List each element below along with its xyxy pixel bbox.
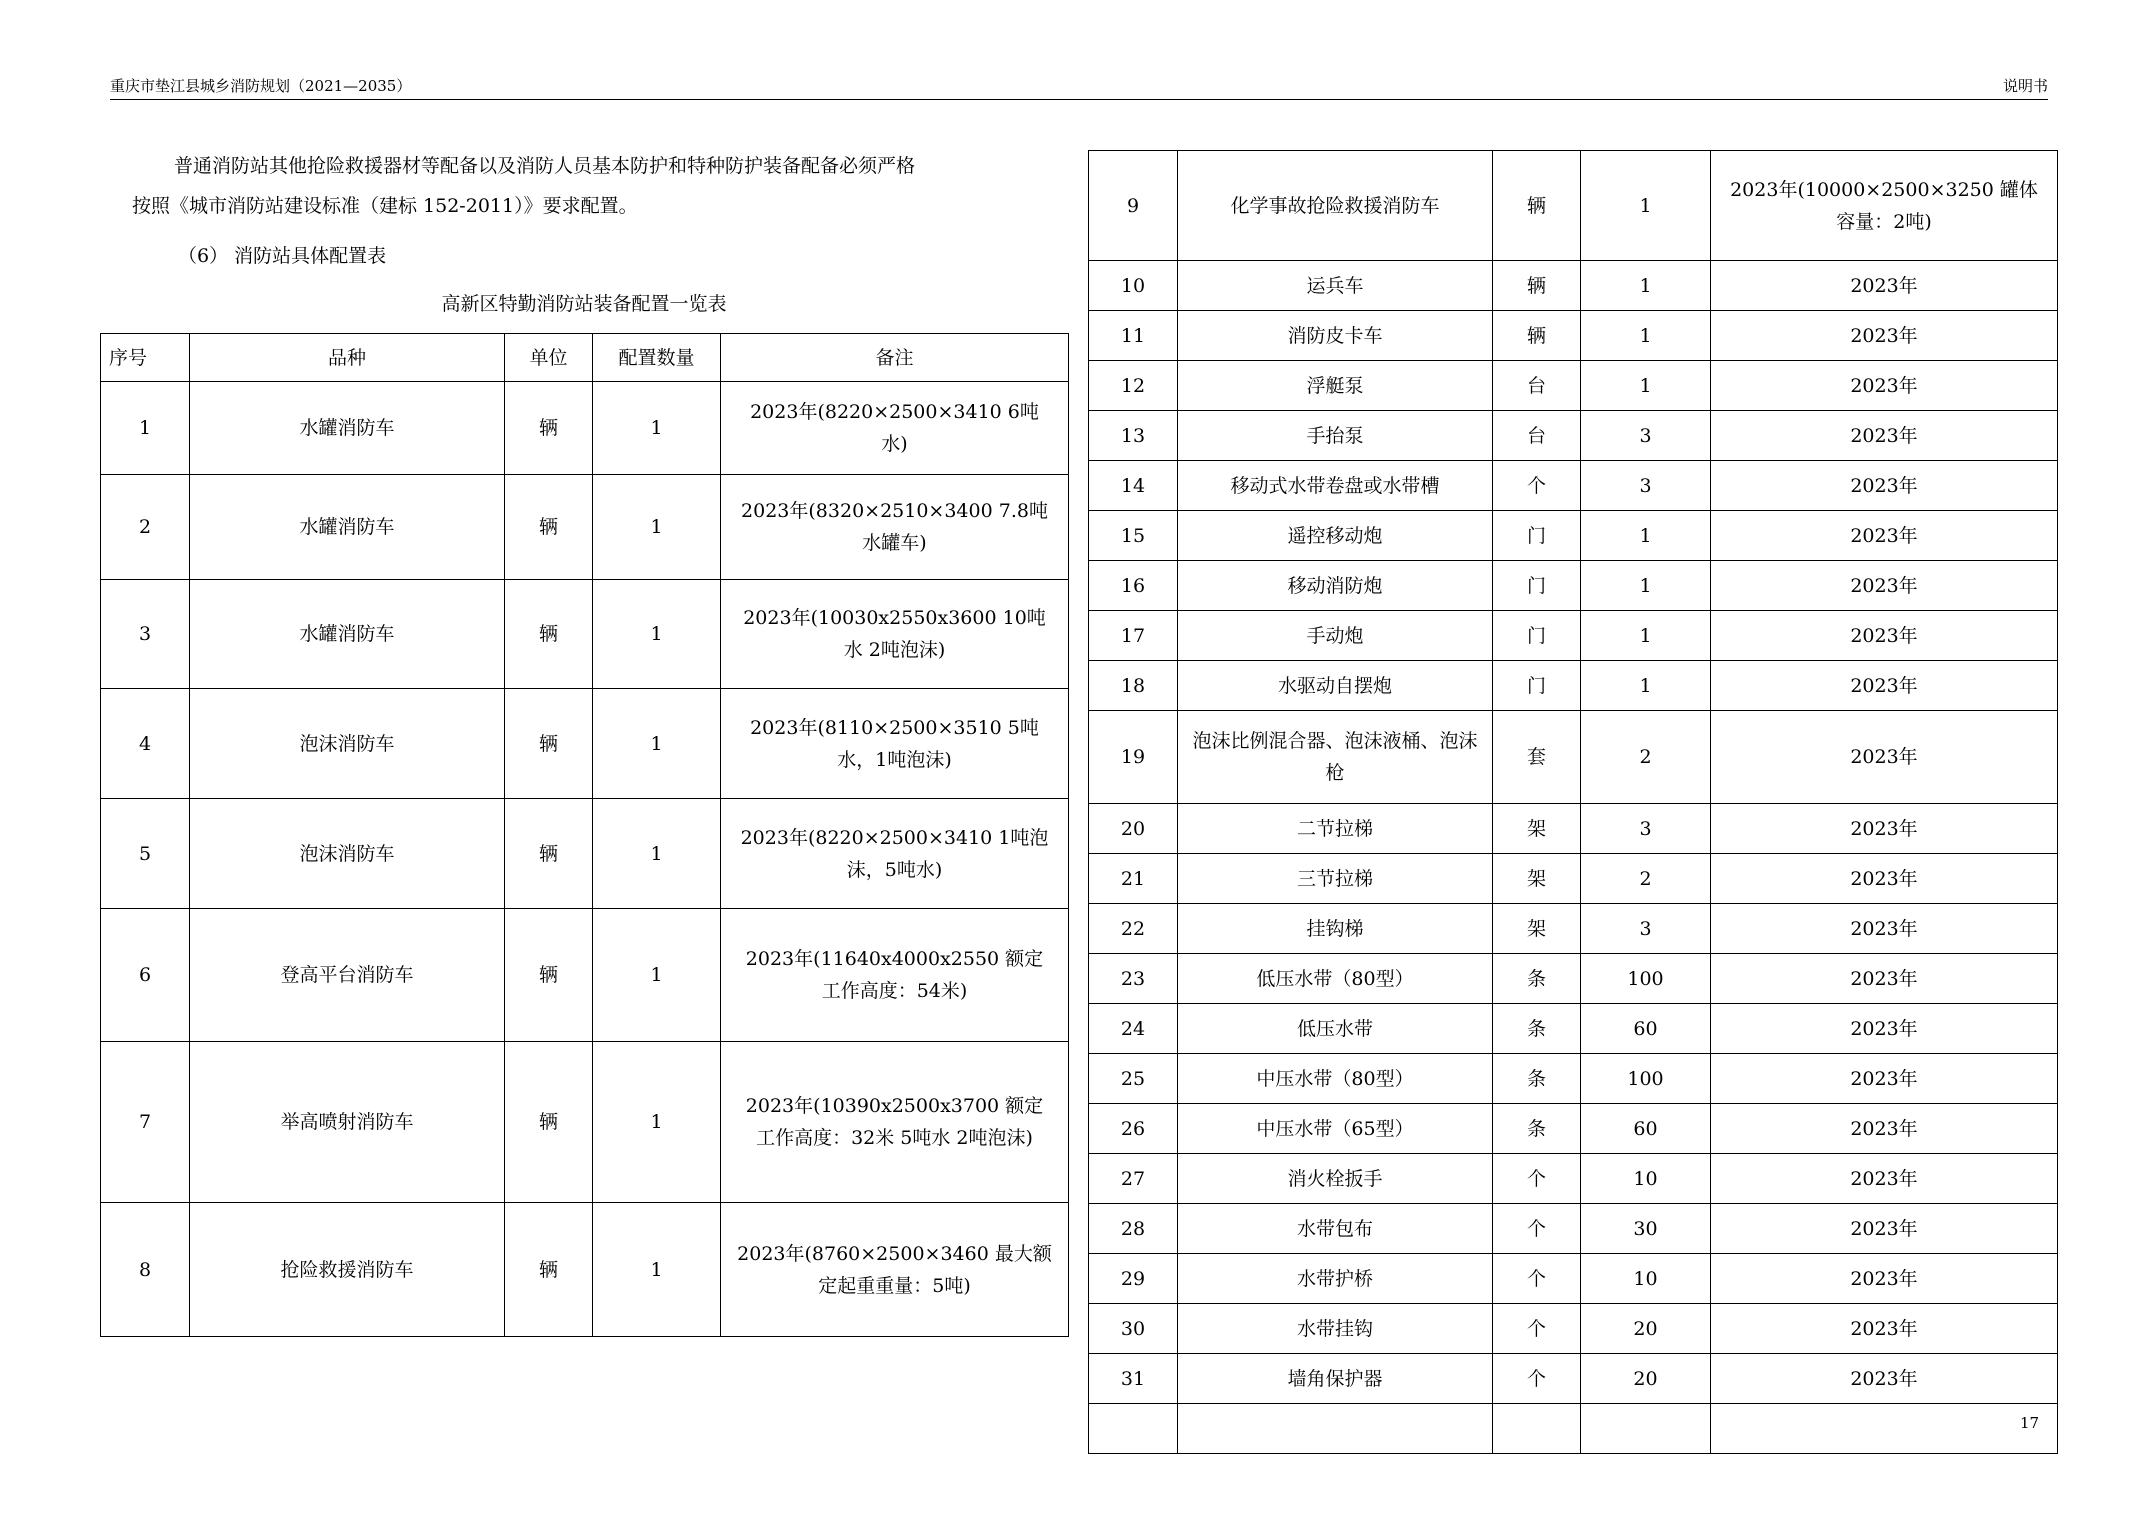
item-quantity: 1 bbox=[593, 799, 721, 909]
item-unit: 台 bbox=[1493, 361, 1581, 411]
item-unit: 门 bbox=[1493, 511, 1581, 561]
item-remarks: 2023年 bbox=[1711, 711, 2058, 804]
item-name: 运兵车 bbox=[1178, 261, 1493, 311]
item-quantity: 10 bbox=[1581, 1154, 1711, 1204]
item-remarks: 2023年(8320×2510×3400 7.8吨水罐车) bbox=[721, 475, 1069, 580]
item-name: 手抬泵 bbox=[1178, 411, 1493, 461]
item-unit: 辆 bbox=[505, 1042, 593, 1203]
item-unit: 辆 bbox=[505, 689, 593, 799]
row-number: 6 bbox=[101, 909, 190, 1042]
table-row bbox=[1089, 711, 2058, 804]
item-unit: 辆 bbox=[505, 909, 593, 1042]
header-number: 序号 bbox=[101, 334, 190, 382]
item-remarks: 2023年 bbox=[1711, 1054, 2058, 1104]
item-remarks: 2023年 bbox=[1711, 804, 2058, 854]
item-unit: 架 bbox=[1493, 804, 1581, 854]
item-remarks bbox=[1711, 1404, 2058, 1454]
item-remarks: 2023年 bbox=[1711, 1154, 2058, 1204]
item-unit: 个 bbox=[1493, 1154, 1581, 1204]
table-row bbox=[101, 580, 1069, 689]
item-unit: 辆 bbox=[505, 1203, 593, 1337]
item-quantity: 1 bbox=[593, 382, 721, 475]
item-name: 消防皮卡车 bbox=[1178, 311, 1493, 361]
item-unit: 辆 bbox=[505, 475, 593, 580]
table-row bbox=[1089, 411, 2058, 461]
item-unit: 个 bbox=[1493, 1304, 1581, 1354]
item-remarks: 2023年 bbox=[1711, 611, 2058, 661]
table-row bbox=[1089, 1254, 2058, 1304]
item-remarks: 2023年 bbox=[1711, 1354, 2058, 1404]
item-name: 水带挂钩 bbox=[1178, 1304, 1493, 1354]
item-quantity: 60 bbox=[1581, 1004, 1711, 1054]
item-quantity: 1 bbox=[593, 580, 721, 689]
item-remarks: 2023年(10390x2500x3700 额定工作高度：32米 5吨水 2吨泡沫) bbox=[721, 1042, 1069, 1203]
item-remarks: 2023年 bbox=[1711, 1004, 2058, 1054]
equipment-table-part-2 bbox=[1088, 150, 2058, 1454]
row-number: 3 bbox=[101, 580, 190, 689]
row-number: 4 bbox=[101, 689, 190, 799]
row-number: 15 bbox=[1089, 511, 1178, 561]
document-type: 说明书 bbox=[2002, 77, 2048, 95]
item-unit: 辆 bbox=[505, 382, 593, 475]
table-row bbox=[1089, 804, 2058, 854]
table-row bbox=[101, 1203, 1069, 1337]
item-remarks: 2023年 bbox=[1711, 261, 2058, 311]
row-number: 19 bbox=[1089, 711, 1178, 804]
item-unit: 个 bbox=[1493, 1354, 1581, 1404]
table-row bbox=[101, 1042, 1069, 1203]
table-row bbox=[1089, 854, 2058, 904]
row-number: 29 bbox=[1089, 1254, 1178, 1304]
item-quantity: 3 bbox=[1581, 904, 1711, 954]
table-row bbox=[1089, 561, 2058, 611]
intro-paragraph bbox=[132, 146, 1032, 226]
item-name: 手动炮 bbox=[1178, 611, 1493, 661]
item-quantity: 1 bbox=[593, 475, 721, 580]
item-quantity: 100 bbox=[1581, 954, 1711, 1004]
item-name: 水罐消防车 bbox=[190, 580, 505, 689]
item-unit: 个 bbox=[1493, 461, 1581, 511]
row-number: 14 bbox=[1089, 461, 1178, 511]
item-remarks: 2023年 bbox=[1711, 854, 2058, 904]
item-remarks: 2023年(8110×2500×3510 5吨水，1吨泡沫) bbox=[721, 689, 1069, 799]
item-quantity: 10 bbox=[1581, 1254, 1711, 1304]
item-remarks: 2023年 bbox=[1711, 361, 2058, 411]
intro-line-1: 普通消防站其他抢险救援器材等配备以及消防人员基本防护和特种防护装备配备必须严格 bbox=[174, 155, 916, 177]
row-number: 25 bbox=[1089, 1054, 1178, 1104]
item-quantity: 1 bbox=[593, 909, 721, 1042]
row-number bbox=[1089, 1404, 1178, 1454]
item-name: 化学事故抢险救援消防车 bbox=[1178, 151, 1493, 261]
item-remarks: 2023年(8760×2500×3460 最大额定起重重量：5吨) bbox=[721, 1203, 1069, 1337]
row-number: 9 bbox=[1089, 151, 1178, 261]
item-quantity: 1 bbox=[1581, 661, 1711, 711]
item-remarks: 2023年 bbox=[1711, 311, 2058, 361]
item-name: 挂钩梯 bbox=[1178, 904, 1493, 954]
table-row bbox=[1089, 1204, 2058, 1254]
page-header bbox=[110, 76, 2048, 100]
item-quantity: 20 bbox=[1581, 1354, 1711, 1404]
item-remarks: 2023年(8220×2500×3410 6吨水) bbox=[721, 382, 1069, 475]
row-number: 2 bbox=[101, 475, 190, 580]
table-row bbox=[1089, 1154, 2058, 1204]
table-row bbox=[1089, 261, 2058, 311]
item-remarks: 2023年 bbox=[1711, 411, 2058, 461]
document-title: 重庆市垫江县城乡消防规划（2021—2035） bbox=[110, 77, 412, 95]
table-row bbox=[1089, 1054, 2058, 1104]
item-remarks: 2023年 bbox=[1711, 661, 2058, 711]
table-row bbox=[101, 382, 1069, 475]
item-remarks: 2023年 bbox=[1711, 1254, 2058, 1304]
table-row bbox=[1089, 1304, 2058, 1354]
page-number: 17 bbox=[2020, 1414, 2040, 1432]
row-number: 11 bbox=[1089, 311, 1178, 361]
item-quantity: 1 bbox=[1581, 261, 1711, 311]
item-remarks: 2023年(11640x4000x2550 额定工作高度：54米) bbox=[721, 909, 1069, 1042]
table-row bbox=[1089, 1004, 2058, 1054]
table-row bbox=[1089, 661, 2058, 711]
item-remarks: 2023年 bbox=[1711, 461, 2058, 511]
item-remarks: 2023年 bbox=[1711, 1304, 2058, 1354]
row-number: 12 bbox=[1089, 361, 1178, 411]
table-row bbox=[1089, 461, 2058, 511]
item-unit: 个 bbox=[1493, 1254, 1581, 1304]
row-number: 1 bbox=[101, 382, 190, 475]
item-name: 浮艇泵 bbox=[1178, 361, 1493, 411]
row-number: 28 bbox=[1089, 1204, 1178, 1254]
item-unit: 条 bbox=[1493, 1054, 1581, 1104]
item-remarks: 2023年 bbox=[1711, 1104, 2058, 1154]
table-row bbox=[1089, 954, 2058, 1004]
item-remarks: 2023年(10030x2550x3600 10吨水 2吨泡沫) bbox=[721, 580, 1069, 689]
item-unit: 门 bbox=[1493, 561, 1581, 611]
item-unit: 门 bbox=[1493, 661, 1581, 711]
row-number: 16 bbox=[1089, 561, 1178, 611]
item-unit: 条 bbox=[1493, 1104, 1581, 1154]
item-name: 消火栓扳手 bbox=[1178, 1154, 1493, 1204]
item-remarks: 2023年 bbox=[1711, 561, 2058, 611]
item-quantity: 1 bbox=[1581, 611, 1711, 661]
table-row bbox=[1089, 904, 2058, 954]
item-name: 低压水带 bbox=[1178, 1004, 1493, 1054]
row-number: 27 bbox=[1089, 1154, 1178, 1204]
row-number: 31 bbox=[1089, 1354, 1178, 1404]
table-row bbox=[1089, 1404, 2058, 1454]
header-remarks: 备注 bbox=[721, 334, 1069, 382]
item-name: 举高喷射消防车 bbox=[190, 1042, 505, 1203]
row-number: 24 bbox=[1089, 1004, 1178, 1054]
item-name: 墙角保护器 bbox=[1178, 1354, 1493, 1404]
item-quantity: 30 bbox=[1581, 1204, 1711, 1254]
item-unit: 辆 bbox=[1493, 261, 1581, 311]
table-row bbox=[1089, 1104, 2058, 1154]
item-name: 登高平台消防车 bbox=[190, 909, 505, 1042]
item-remarks: 2023年(8220×2500×3410 1吨泡沫，5吨水) bbox=[721, 799, 1069, 909]
item-name: 水驱动自摆炮 bbox=[1178, 661, 1493, 711]
item-unit: 架 bbox=[1493, 854, 1581, 904]
equipment-table-part-1 bbox=[100, 333, 1069, 1337]
section-subheading: （6） 消防站具体配置表 bbox=[178, 245, 387, 267]
table-row bbox=[1089, 511, 2058, 561]
table-row bbox=[1089, 361, 2058, 411]
item-unit bbox=[1493, 1404, 1581, 1454]
table-row bbox=[1089, 1354, 2058, 1404]
item-remarks: 2023年 bbox=[1711, 511, 2058, 561]
item-remarks: 2023年 bbox=[1711, 1204, 2058, 1254]
item-name bbox=[1178, 1404, 1493, 1454]
item-quantity: 3 bbox=[1581, 411, 1711, 461]
item-quantity: 60 bbox=[1581, 1104, 1711, 1154]
item-name: 水罐消防车 bbox=[190, 382, 505, 475]
item-remarks: 2023年 bbox=[1711, 954, 2058, 1004]
table-row bbox=[101, 799, 1069, 909]
item-quantity: 1 bbox=[1581, 511, 1711, 561]
item-quantity: 1 bbox=[1581, 151, 1711, 261]
item-quantity: 1 bbox=[1581, 361, 1711, 411]
item-remarks: 2023年(10000×2500×3250 罐体容量：2吨) bbox=[1711, 151, 2058, 261]
item-unit: 辆 bbox=[1493, 151, 1581, 261]
row-number: 30 bbox=[1089, 1304, 1178, 1354]
item-name: 水带护桥 bbox=[1178, 1254, 1493, 1304]
item-unit: 辆 bbox=[505, 799, 593, 909]
item-name: 中压水带（65型） bbox=[1178, 1104, 1493, 1154]
item-name: 抢险救援消防车 bbox=[190, 1203, 505, 1337]
item-name: 水罐消防车 bbox=[190, 475, 505, 580]
item-name: 二节拉梯 bbox=[1178, 804, 1493, 854]
item-unit: 条 bbox=[1493, 1004, 1581, 1054]
item-quantity: 3 bbox=[1581, 461, 1711, 511]
item-remarks: 2023年 bbox=[1711, 904, 2058, 954]
item-name: 移动消防炮 bbox=[1178, 561, 1493, 611]
item-unit: 辆 bbox=[1493, 311, 1581, 361]
item-quantity: 20 bbox=[1581, 1304, 1711, 1354]
item-unit: 台 bbox=[1493, 411, 1581, 461]
item-quantity: 2 bbox=[1581, 854, 1711, 904]
item-unit: 套 bbox=[1493, 711, 1581, 804]
row-number: 17 bbox=[1089, 611, 1178, 661]
row-number: 22 bbox=[1089, 904, 1178, 954]
table-title: 高新区特勤消防站装备配置一览表 bbox=[441, 293, 727, 315]
row-number: 26 bbox=[1089, 1104, 1178, 1154]
item-unit: 条 bbox=[1493, 954, 1581, 1004]
row-number: 21 bbox=[1089, 854, 1178, 904]
item-unit: 门 bbox=[1493, 611, 1581, 661]
table-row bbox=[101, 689, 1069, 799]
table-row bbox=[1089, 151, 2058, 261]
item-name: 泡沫消防车 bbox=[190, 799, 505, 909]
header-quantity: 配置数量 bbox=[593, 334, 721, 382]
item-quantity: 1 bbox=[593, 1203, 721, 1337]
table-row bbox=[1089, 311, 2058, 361]
item-quantity: 1 bbox=[1581, 311, 1711, 361]
row-number: 10 bbox=[1089, 261, 1178, 311]
item-unit: 架 bbox=[1493, 904, 1581, 954]
row-number: 18 bbox=[1089, 661, 1178, 711]
item-quantity: 1 bbox=[593, 689, 721, 799]
row-number: 7 bbox=[101, 1042, 190, 1203]
table-row bbox=[1089, 611, 2058, 661]
item-name: 泡沫比例混合器、泡沫液桶、泡沫枪 bbox=[1178, 711, 1493, 804]
header-unit: 单位 bbox=[505, 334, 593, 382]
item-name: 低压水带（80型） bbox=[1178, 954, 1493, 1004]
intro-line-2: 按照《城市消防站建设标准（建标 152-2011）》要求配置。 bbox=[132, 195, 638, 217]
table-row bbox=[101, 475, 1069, 580]
item-unit: 个 bbox=[1493, 1204, 1581, 1254]
item-name: 泡沫消防车 bbox=[190, 689, 505, 799]
row-number: 23 bbox=[1089, 954, 1178, 1004]
item-name: 水带包布 bbox=[1178, 1204, 1493, 1254]
table-header-row bbox=[101, 334, 1069, 382]
row-number: 13 bbox=[1089, 411, 1178, 461]
item-quantity: 100 bbox=[1581, 1054, 1711, 1104]
table-row bbox=[101, 909, 1069, 1042]
row-number: 8 bbox=[101, 1203, 190, 1337]
item-quantity: 1 bbox=[1581, 561, 1711, 611]
item-quantity: 2 bbox=[1581, 711, 1711, 804]
item-quantity: 3 bbox=[1581, 804, 1711, 854]
item-name: 遥控移动炮 bbox=[1178, 511, 1493, 561]
item-name: 中压水带（80型） bbox=[1178, 1054, 1493, 1104]
row-number: 20 bbox=[1089, 804, 1178, 854]
item-quantity bbox=[1581, 1404, 1711, 1454]
header-item: 品种 bbox=[190, 334, 505, 382]
item-name: 三节拉梯 bbox=[1178, 854, 1493, 904]
item-unit: 辆 bbox=[505, 580, 593, 689]
row-number: 5 bbox=[101, 799, 190, 909]
item-name: 移动式水带卷盘或水带槽 bbox=[1178, 461, 1493, 511]
item-quantity: 1 bbox=[593, 1042, 721, 1203]
